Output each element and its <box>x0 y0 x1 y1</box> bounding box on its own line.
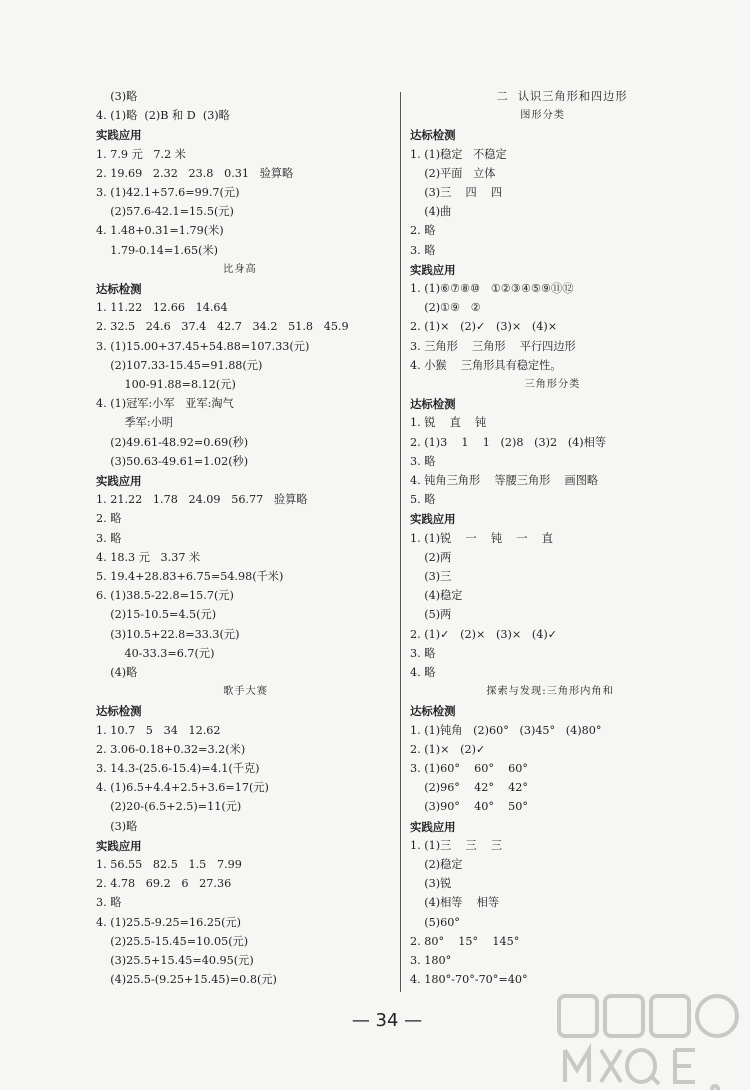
answer-line: (3)三 <box>410 570 452 583</box>
answer-line: (2)①⑨ ② <box>410 301 481 315</box>
answer-line: 3. 略 <box>410 454 436 468</box>
answer-line: (3)50.63-49.61=1.02(秒) <box>96 454 249 468</box>
answer-line: 2. (1)× (2)✓ (3)× (4)× <box>410 320 558 334</box>
answer-line: (4)曲 <box>410 205 452 219</box>
answer-line: 3. (1)42.1+57.6=99.7(元) <box>96 186 240 199</box>
answer-line: (3)10.5+22.8=33.3(元) <box>96 627 240 641</box>
answer-line: 3. 略 <box>96 531 122 545</box>
answer-line: 2. 32.5 24.6 37.4 42.7 34.2 51.8 45.9 <box>96 320 349 334</box>
subsection-title: 探索与发现:三角形内角和 <box>410 686 614 698</box>
answer-line: (2)稳定 <box>410 858 463 871</box>
answer-line: 1. 7.9 元 7.2 米 <box>96 147 186 161</box>
answer-line: (2)107.33-15.45=91.88(元) <box>96 358 263 372</box>
answer-line: 3. 180° <box>410 954 452 967</box>
section-heading: 达标检测 <box>410 397 456 412</box>
answer-line: 100-91.88=8.12(元) <box>96 378 236 391</box>
answer-line: 1. 10.7 5 34 12.62 <box>96 723 221 737</box>
answer-line: 2. 19.69 2.32 23.8 0.31 验算略 <box>96 166 294 180</box>
answer-line: (3)略 <box>96 819 138 833</box>
answer-line: (3)锐 <box>410 877 452 891</box>
answer-line: (4)相等 相等 <box>410 896 500 910</box>
answer-line: 40-33.3=6.7(元) <box>96 646 215 660</box>
subsection-title: 歌手大赛 <box>96 686 268 698</box>
answer-line: 1. 锐 直 钝 <box>410 416 487 430</box>
answer-line: (5)两 <box>410 608 452 622</box>
answer-line: (3)25.5+15.45=40.95(元) <box>96 954 254 967</box>
answer-line: 3. 三角形 三角形 平行四边形 <box>410 339 576 353</box>
answer-line: (3)90° 40° 50° <box>410 800 529 814</box>
answer-line: 1. (1)三 三 三 <box>410 838 503 852</box>
answer-line: 2. 略 <box>96 512 122 526</box>
answer-line: 2. 略 <box>410 224 436 238</box>
answer-line: 4. 18.3 元 3.37 米 <box>96 550 201 564</box>
answer-line: (2)49.61-48.92=0.69(秒) <box>96 435 249 449</box>
answer-line: 1.79-0.14=1.65(米) <box>96 243 219 257</box>
answer-line: 4. 180°-70°-70°=40° <box>410 973 528 987</box>
section-heading: 实践应用 <box>410 512 456 527</box>
answer-line: 4. (1)略 (2)B 和 D (3)略 <box>96 109 230 123</box>
answer-line: (2)96° 42° 42° <box>410 781 529 795</box>
answer-line: 6. (1)38.5-22.8=15.7(元) <box>96 589 234 603</box>
answer-line: (2)平面 立体 <box>410 166 496 180</box>
section-heading: 实践应用 <box>96 128 142 143</box>
answer-line: 季军:小明 <box>96 416 173 430</box>
watermark-logo <box>555 990 745 1090</box>
answer-line: (2)15-10.5=4.5(元) <box>96 608 217 622</box>
answer-line: 4. (1)25.5-9.25=16.25(元) <box>96 915 241 929</box>
answer-line: 3. 略 <box>410 243 436 257</box>
section-heading: 实践应用 <box>410 819 456 834</box>
answer-line: 4. 钝角三角形 等腰三角形 画图略 <box>410 474 599 487</box>
answer-line: (4)25.5-(9.25+15.45)=0.8(元) <box>96 973 277 987</box>
answer-line: (2)25.5-15.45=10.05(元) <box>96 934 249 948</box>
answer-line: 1. (1)⑥⑦⑧⑩ ①②③④⑤⑨⑪⑫ <box>410 282 574 295</box>
answer-line: (5)60° <box>410 915 460 929</box>
section-heading: 实践应用 <box>410 262 456 277</box>
subsection-title: 比身高 <box>96 263 257 275</box>
answer-line: (2)两 <box>410 550 452 564</box>
answer-line: (2)57.6-42.1=15.5(元) <box>96 205 234 219</box>
column-divider <box>400 92 401 992</box>
answer-line: 1. 21.22 1.78 24.09 56.77 验算略 <box>96 493 308 507</box>
answer-line: 5. 19.4+28.83+6.75=54.98(千米) <box>96 570 284 583</box>
answer-line: 2. (1)× (2)✓ <box>410 742 486 756</box>
section-heading: 达标检测 <box>96 282 142 296</box>
answer-line: 3. 略 <box>96 896 122 910</box>
answer-line: 3. 略 <box>410 646 436 660</box>
page-number: — 34 — <box>351 1010 423 1031</box>
answer-line: 1. 56.55 82.5 1.5 7.99 <box>96 858 242 871</box>
subsection-title: 三角形分类 <box>410 379 581 390</box>
section-heading: 达标检测 <box>410 704 456 719</box>
answer-line: 4. 小猴 三角形具有稳定性。 <box>410 358 562 372</box>
answer-line: (3)三 四 四 <box>410 186 503 199</box>
answer-line: 4. 1.48+0.31=1.79(米) <box>96 224 224 238</box>
subsection-title: 图形分类 <box>410 110 565 122</box>
answer-line: 4. (1)6.5+4.4+2.5+3.6=17(元) <box>96 781 269 795</box>
answer-line: 2. (1)3 1 1 (2)8 (3)2 (4)相等 <box>410 435 607 449</box>
answer-line: 2. 3.06-0.18+0.32=3.2(米) <box>96 742 246 756</box>
answer-line: 5. 略 <box>410 493 436 507</box>
section-heading: 达标检测 <box>96 704 142 719</box>
section-heading: 达标检测 <box>410 128 456 143</box>
answer-line: 2. 4.78 69.2 6 27.36 <box>96 877 232 891</box>
answer-line: 3. (1)15.00+37.45+54.88=107.33(元) <box>96 339 310 353</box>
answer-line: 2. 80° 15° 145° <box>410 934 520 948</box>
answer-line: 4. 略 <box>410 666 436 679</box>
answer-line: 3. (1)60° 60° 60° <box>410 762 529 775</box>
answer-line: (4)略 <box>96 666 138 679</box>
answer-line: 1. (1)钝角 (2)60° (3)45° (4)80° <box>410 723 602 737</box>
answer-line: 1. (1)稳定 不稳定 <box>410 147 507 161</box>
section-heading: 实践应用 <box>96 838 142 853</box>
answer-line: (4)稳定 <box>410 589 463 603</box>
answer-line: 1. (1)锐 一 钝 一 直 <box>410 531 553 545</box>
answer-line: 1. 11.22 12.66 14.64 <box>96 301 228 315</box>
answer-line: 4. (1)冠军:小军 亚军:淘气 <box>96 397 234 411</box>
answer-line: 2. (1)✓ (2)× (3)× (4)✓ <box>410 627 558 641</box>
section-heading: 实践应用 <box>96 474 142 488</box>
answer-line: (3)略 <box>96 90 138 103</box>
subsection-title: 二 认识三角形和四边形 <box>410 90 628 103</box>
answer-line: 3. 14.3-(25.6-15.4)=4.1(千克) <box>96 762 260 775</box>
answer-line: (2)20-(6.5+2.5)=11(元) <box>96 800 242 814</box>
